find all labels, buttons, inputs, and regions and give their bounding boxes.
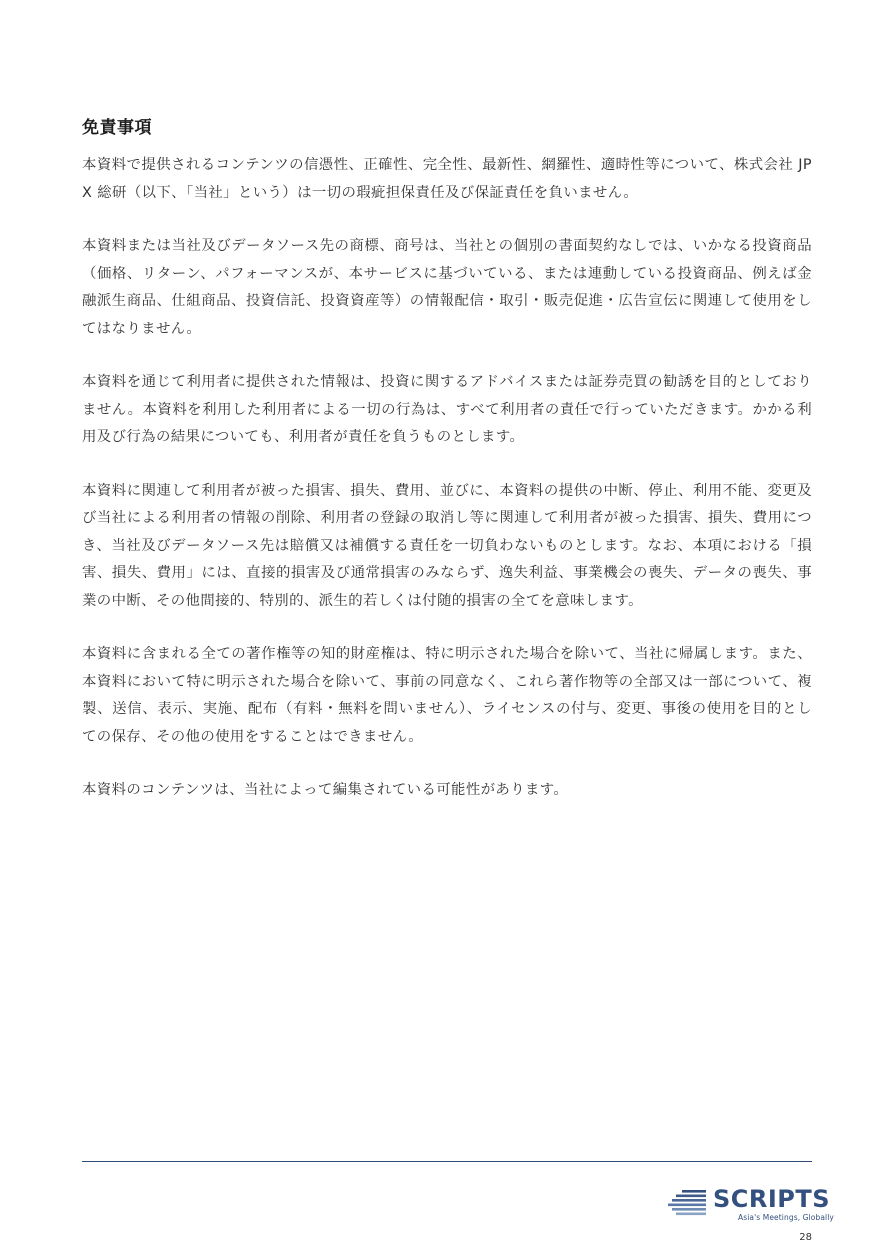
page-number: 28 — [799, 1232, 812, 1243]
disclaimer-paragraph-liability: 本資料に関連して利用者が被った損害、損失、費用、並びに、本資料の提供の中断、停止、利用不能、変更及び当社による利用者の情報の削除、利用者の登録の取消し等に関連して利用者が被った損害、損失、費用につき、当社及びデータソース先は賠償又は補償する責任を一切負わないものとします。なお、本項における「損害、損失、費用」には、直接的損害及び通常損害のみならず、逸失利益、事業機会の喪失、データの喪失、事業の中断、その他間接的、特別的、派生的若しくは付随的損害の全てを意味します。 — [82, 482, 812, 609]
striped-arrow-icon — [668, 1190, 710, 1218]
disclaimer-paragraph-editing: 本資料のコンテンツは、当社によって編集されている可能性があります。 — [82, 782, 569, 798]
footer-divider — [82, 1161, 812, 1162]
disclaimer-paragraph-reliability: 本資料で提供されるコンテンツの信憑性、正確性、完全性、最新性、網羅性、適時性等について、株式会社 JPX 総研（以下、「当社」という）は一切の瑕疵担保責任及び保証責任を負いません。 — [82, 157, 812, 201]
disclaimer-paragraph-copyright: 本資料に含まれる全ての著作権等の知的財産権は、特に明示された場合を除いて、当社に帰属します。また、本資料において特に明示された場合を除いて、事前の同意なく、これら著作物等の全部又は一部について、複製、送信、表示、実施、配布（有料・無料を問いません）、ライセンスの付与、変更、事後の使用を目的としての保存、その他の使用をすることはできません。 — [82, 646, 812, 745]
disclaimer-paragraph-no-advice: 本資料を通じて利用者に提供された情報は、投資に関するアドバイスまたは証券売買の勧誘を目的としておりません。本資料を利用した利用者による一切の行為は、すべて利用者の責任で行っていただきます。かかる利用及び行為の結果についても、利用者が責任を負うものとします。 — [82, 374, 812, 445]
disclaimer-paragraph-trademarks: 本資料または当社及びデータソース先の商標、商号は、当社との個別の書面契約なしでは、いかなる投資商品（価格、リターン、パフォーマンスが、本サービスに基づいている、または連動している投資商品、例えば金融派生商品、仕組商品、投資信託、投資資産等）の情報配信・取引・販売促進・広告宣伝に関連して使用をしてはなりません。 — [82, 238, 812, 337]
scripts-logo — [668, 1185, 834, 1226]
page-title: 免責事項 — [82, 118, 152, 138]
logo-wordmark: SCRIPTS — [713, 1185, 831, 1213]
disclaimer-body — [82, 152, 812, 831]
logo-tagline: Asia's Meetings, Globally — [738, 1213, 834, 1222]
